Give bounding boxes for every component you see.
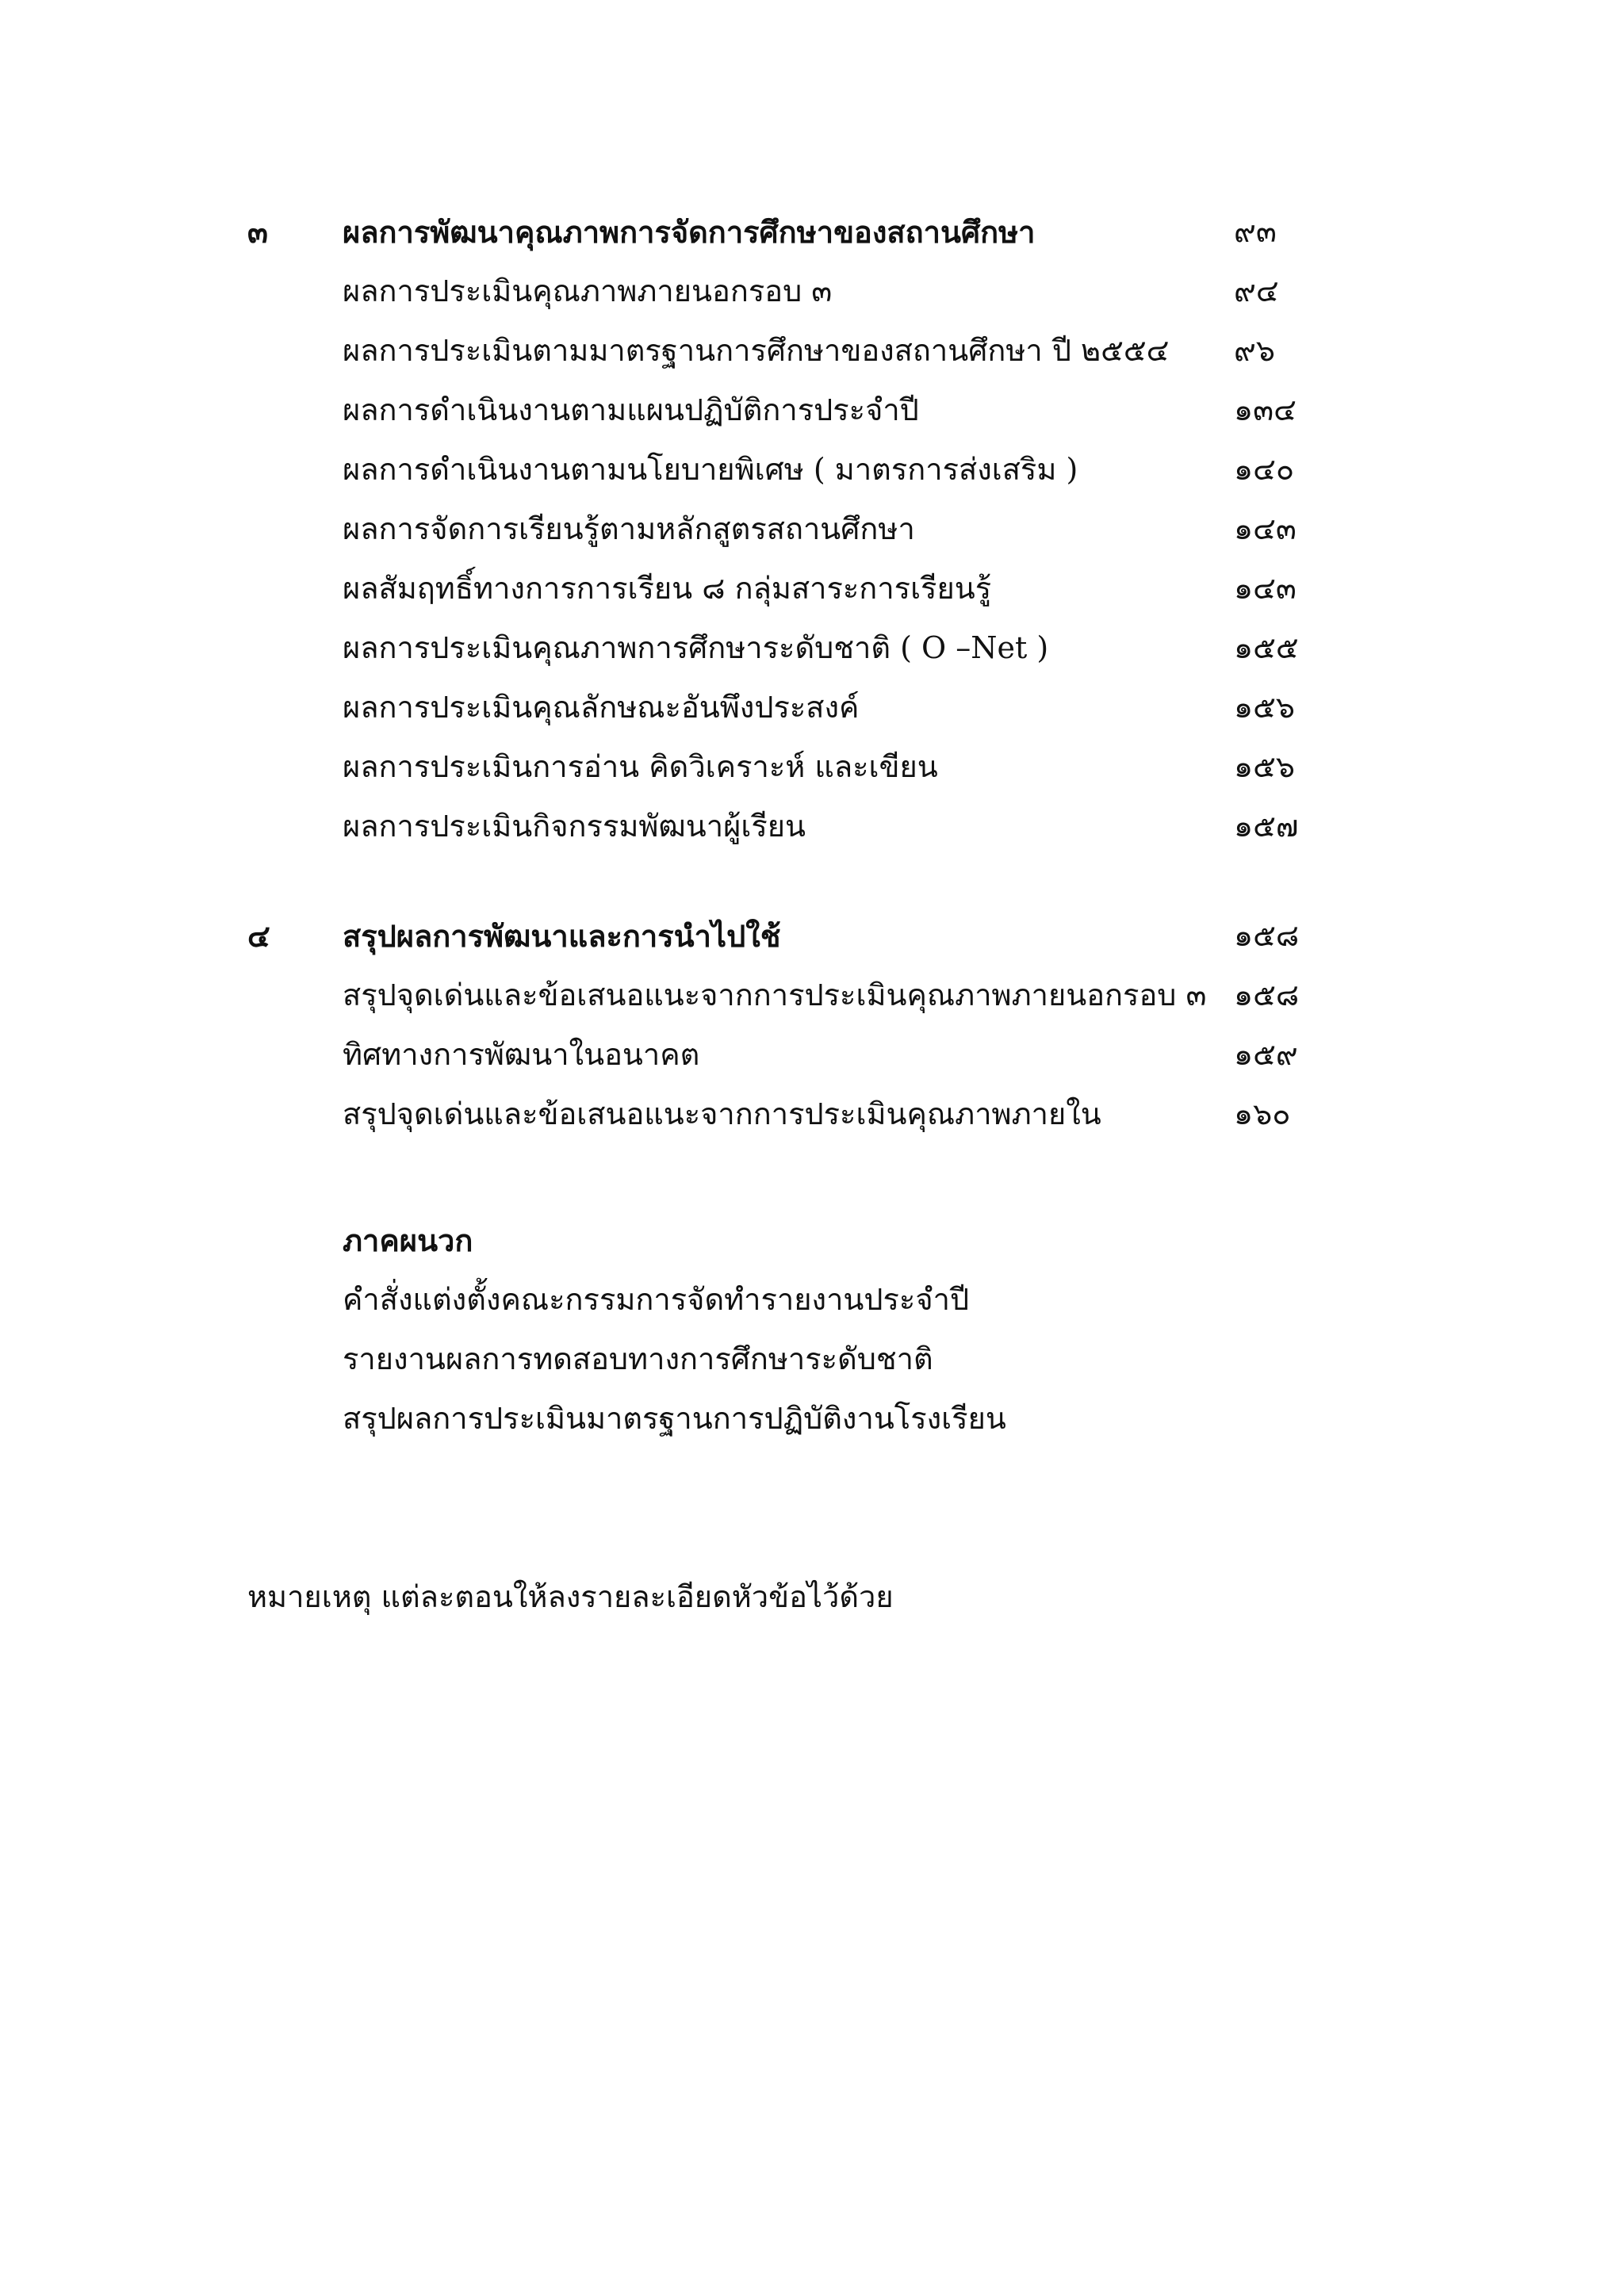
- note-text: หมายเหตุ แต่ละตอนให้ลงรายละเอียดหัวข้อไว้ด้วย: [247, 1579, 894, 1614]
- toc-entry: [0, 321, 1624, 381]
- entry-title: ผลสัมฤทธิ์ทางการการเรียน ๘ กลุ่มสาระการเรียนรู้: [343, 571, 992, 606]
- entry-title: ผลการประเมินคุณภาพภายนอกรอบ ๓: [343, 274, 833, 308]
- toc-entry: [0, 440, 1624, 499]
- entry-title: ผลการดำเนินงานตามนโยบายพิเศษ ( มาตรการส่งเสริม ): [343, 452, 1078, 487]
- chapter-page-number: ๑๕๘: [1234, 918, 1300, 953]
- entry-page-number: ๙๔: [1234, 274, 1279, 308]
- entry-page-number: ๑๕๕: [1234, 630, 1299, 665]
- toc-entry: [0, 678, 1624, 737]
- entry-title: ทิศทางการพัฒนาในอนาคต: [343, 1037, 700, 1072]
- entry-page-number: ๑๕๙: [1234, 1037, 1298, 1072]
- footnote: [0, 1567, 1624, 1627]
- entry-page-number: ๙๖: [1234, 333, 1275, 368]
- appendix-title: ภาคผนวก: [343, 1223, 473, 1258]
- appendix-entry-title: คำสั่งแต่งตั้งคณะกรรมการจัดทำรายงานประจำปี: [343, 1282, 970, 1317]
- chapter-number: ๓: [247, 214, 268, 250]
- toc-entry: [0, 1085, 1624, 1144]
- entry-title: ผลการประเมินคุณภาพการศึกษาระดับชาติ ( O –Net ): [343, 630, 1049, 665]
- toc-entry: [0, 381, 1624, 440]
- entry-page-number: ๑๔๓: [1234, 511, 1297, 546]
- toc-entry: [0, 618, 1624, 678]
- chapter-title: ผลการพัฒนาคุณภาพการจัดการศึกษาของสถานศึกษา: [343, 214, 1036, 250]
- appendix-entry: [0, 1330, 1624, 1389]
- entry-title: ผลการประเมินการอ่าน คิดวิเคราะห์ และเขียน: [343, 749, 938, 784]
- toc-entry: [0, 559, 1624, 618]
- toc-entry: [0, 966, 1624, 1025]
- note-row: [0, 1567, 1624, 1627]
- entry-title: ผลการประเมินคุณลักษณะอันพึงประสงค์: [343, 690, 860, 725]
- entry-page-number: ๑๕๖: [1234, 690, 1296, 725]
- entry-page-number: ๑๓๔: [1234, 392, 1297, 427]
- entry-page-number: ๑๔๓: [1234, 571, 1297, 606]
- toc-appendix: [0, 1211, 1624, 1448]
- chapter-heading-row: [0, 202, 1624, 262]
- entry-page-number: ๑๖๐: [1234, 1096, 1291, 1131]
- chapter-page-number: ๙๓: [1234, 214, 1277, 249]
- entry-page-number: ๑๕๗: [1234, 809, 1299, 844]
- appendix-entry-title: สรุปผลการประเมินมาตรฐานการปฏิบัติงานโรงเรียน: [343, 1401, 1006, 1436]
- toc-entry: [0, 262, 1624, 321]
- appendix-heading-row: [0, 1211, 1624, 1270]
- entry-title: ผลการประเมินตามมาตรฐานการศึกษาของสถานศึกษา ปี ๒๕๕๔: [343, 333, 1170, 368]
- toc-chapter-4: [0, 906, 1624, 1144]
- toc-entry: [0, 797, 1624, 856]
- entry-page-number: ๑๕๘: [1234, 978, 1300, 1012]
- chapter-number: ๔: [247, 918, 270, 954]
- toc-entry: [0, 499, 1624, 559]
- appendix-entry-title: รายงานผลการทดสอบทางการศึกษาระดับชาติ: [343, 1341, 933, 1376]
- entry-title: สรุปจุดเด่นและข้อเสนอแนะจากการประเมินคุณภาพภายใน: [343, 1096, 1101, 1131]
- chapter-heading-row: [0, 906, 1624, 966]
- appendix-entry: [0, 1270, 1624, 1330]
- chapter-title: สรุปผลการพัฒนาและการนำไปใช้: [343, 918, 781, 954]
- entry-title: สรุปจุดเด่นและข้อเสนอแนะจากการประเมินคุณภาพภายนอกรอบ ๓: [343, 978, 1207, 1012]
- entry-page-number: ๑๔๐: [1234, 452, 1295, 487]
- entry-title: ผลการจัดการเรียนรู้ตามหลักสูตรสถานศึกษา: [343, 511, 915, 546]
- toc-chapter-3: [0, 202, 1624, 856]
- entry-page-number: ๑๕๖: [1234, 749, 1296, 784]
- entry-title: ผลการดำเนินงานตามแผนปฏิบัติการประจำปี: [343, 392, 919, 427]
- toc-entry: [0, 1025, 1624, 1085]
- entry-title: ผลการประเมินกิจกรรมพัฒนาผู้เรียน: [343, 809, 806, 844]
- appendix-entry: [0, 1389, 1624, 1448]
- toc-entry: [0, 737, 1624, 797]
